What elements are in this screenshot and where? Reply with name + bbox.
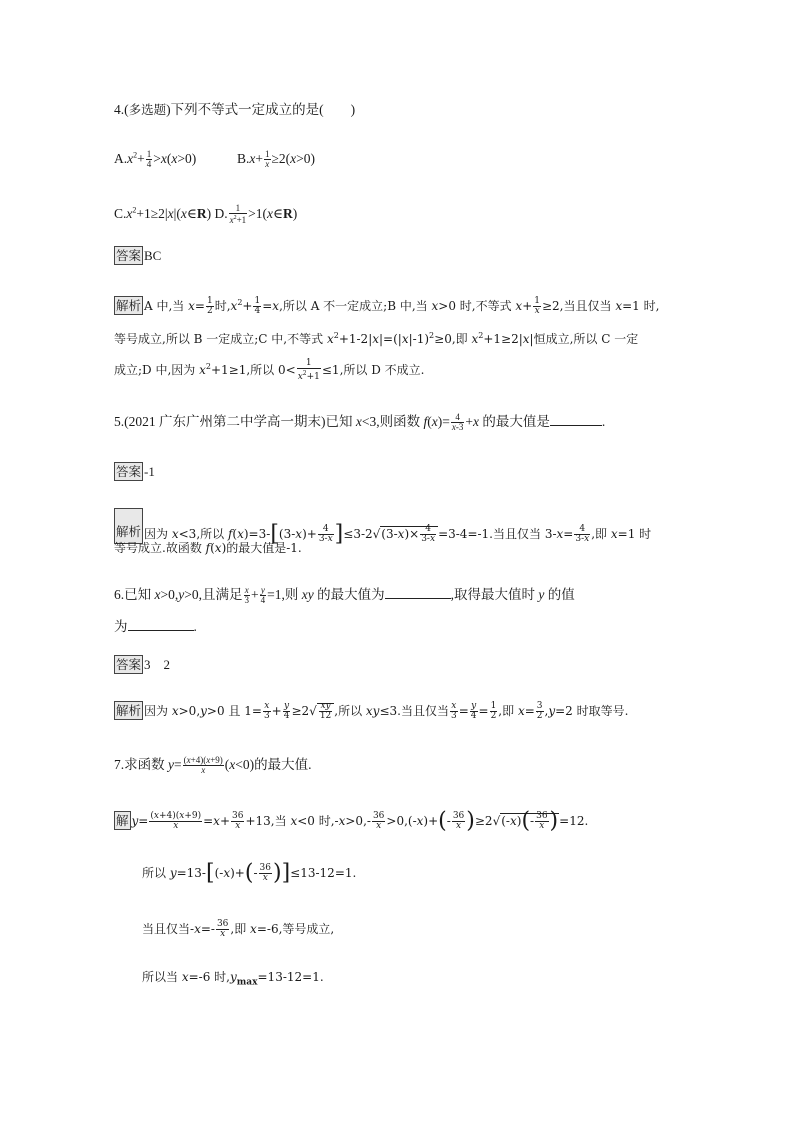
q6-answer xyxy=(114,655,694,674)
q5-analysis-2: 等号成立.故函数 f(x)的最大值是-1. xyxy=(114,541,302,555)
q4-option-c: $C.x^2+1\ge 2|x|(x\in R)$ xyxy=(114,205,212,221)
q4-analysis-3: 成立;D 中,因为 $x^2+1\ge 1$,所以 0< $\frac{1}{x^2+1}$ ≤1,所以 D 不成立. xyxy=(114,358,425,382)
q7-solution-3: 当且仅当-x=- $\frac{36}{x}$ ,即 x=-6,等号成立, xyxy=(142,919,335,939)
answer-label: 答案 xyxy=(116,248,142,263)
q6-analysis: 解析 因为 x>0,y>0 且 1= $\frac{x}{3}$ + $\frac{y}{4}$ ≥2√ $\frac{xy}{12}$ ,所以 xy≤3.当且仅当 $\frac{x}{3}$ = $\frac{y}{4}$ = $\frac{1}{2}$ ,即 x= $\frac{3}{2}$ ,y=2 时取等号. xyxy=(116,701,629,721)
q4-analysis-1: 解析 A 中,当 x= $\frac{1}{2}$ 时$,x^2+$ $\frac{1}{4}$ =x,所以 A 不一定成立;B 中,当 x>0 时,不等式 x+ $\frac{1}{x}$ ≥2,当且仅当 x=1 时, xyxy=(116,296,660,316)
q4-options-ab xyxy=(114,146,694,169)
q5-answer xyxy=(114,462,694,481)
q5-analysis-1: 解析 因为 x<3,所以 f(x)=3-[(3-x)+ $\frac{4}{3-x}$ ]≤3-2√(3-x)× $\frac{4}{3-x}$ =3-4=-1.当且仅当 3-x= $\frac{4}{3-x}$ ,即 x=1 时 xyxy=(114,508,694,544)
q4-option-b: B.x+ $\frac{1}{x}$ ≥2(x>0) xyxy=(236,148,316,169)
q5-stem: 5.(2021 广东广州第二中学高一期末)已知 x<3,则函数 f(x)= $\frac{4}{x-3}$ +x 的最大值是 . xyxy=(114,412,606,433)
q6-stem-1: 6.已知 x>0,y>0,且满足 $\frac{x}{3}$ + $\frac{y}{4}$ =1,则 xy 的最大值为 ,取得最大值时 y 的值 xyxy=(114,585,575,606)
q7-solution-2: 所以 y=13-[(-x)+(- $\frac{36}{x}$ )]≤13-12=1. xyxy=(142,860,357,886)
q7-stem: 7.求函数 y= $\frac{(x+4)(x+9)}{x}$ (x<0)的最大值. xyxy=(114,755,312,776)
answer-label: 答案 xyxy=(116,657,142,672)
q4-analysis-2: 等号成立,所以 B 一定成立;C 中,不等式 $x^2+1-2|x|=(|x|-1)^2\ge 0$,即 $x^2+1\ge 2|x|$恒成立,所以 C 一定 xyxy=(114,331,639,346)
q4-option-d: D. $\frac{1}{x^2+1}$ >1(x∈R) xyxy=(214,202,298,225)
q4-option-a: $A.x^2+$ $\frac{1}{4}$ >x(x>0) xyxy=(114,148,197,169)
q6-stem-2: 为 . xyxy=(114,619,197,634)
answer-label: 答案 xyxy=(116,464,142,479)
q4-stem: 4.(多选题)下列不等式一定成立的是( ) xyxy=(114,102,356,117)
q4-answer xyxy=(114,246,694,265)
solution-label: 解 xyxy=(116,813,129,828)
q7-solution-4: 所以当 x=-6 时$,y_{max}=13-12=1$. xyxy=(142,970,324,988)
q7-solution-1: 解 y= $\frac{(x+4)(x+9)}{x}$ =x+ $\frac{36}{x}$ +13,当 x<0 时,-x>0,- $\frac{36}{x}$ >0,(-x)+(- $\frac{36}{x}$ )≥2√(-x)(- $\frac{36}{x}$ )=12. xyxy=(116,808,589,834)
q6-answer-value: 3 2 xyxy=(144,657,171,672)
q4-answer-value: BC xyxy=(144,248,162,263)
q4-options-cd xyxy=(114,201,694,225)
q5-answer-value: -1 xyxy=(144,464,155,479)
